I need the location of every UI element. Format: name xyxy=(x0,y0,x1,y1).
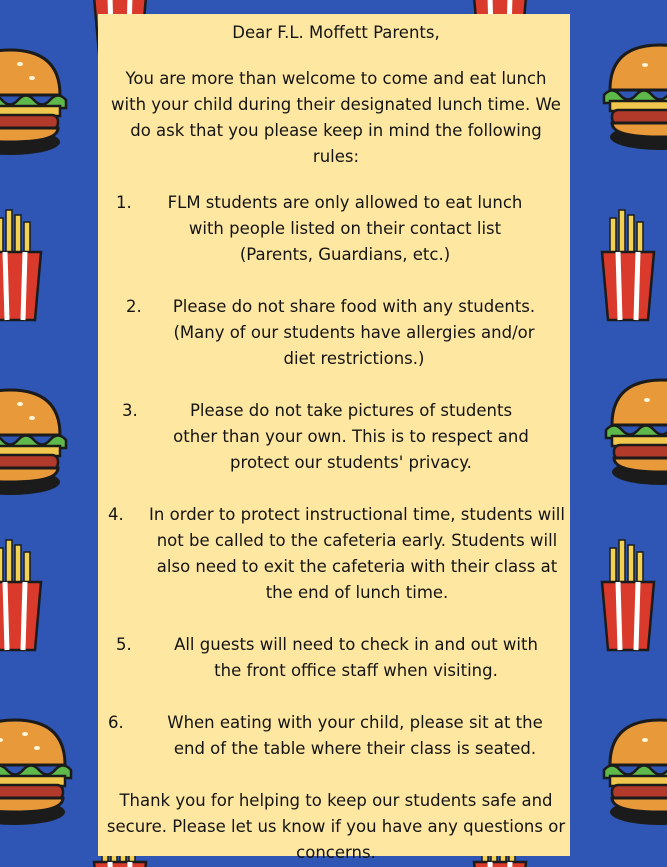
rule-item xyxy=(106,190,566,268)
rule-number: 1. xyxy=(116,193,132,212)
rule-item xyxy=(106,294,566,372)
rule-number: 2. xyxy=(126,297,142,316)
rule-item xyxy=(106,502,566,606)
rule-text: Please do not take pictures of students other than your own. This is to respect and protect our students' privacy. xyxy=(173,401,529,472)
rule-text: When eating with your child, please sit at the end of the table where their class is seated. xyxy=(167,713,543,758)
rule-text: FLM students are only allowed to eat lunch with people listed on their contact list (Parents, Guardians, etc.) xyxy=(167,193,523,264)
rule-text: In order to protect instructional time, students will not be called to the cafeteria early. Students will also need to exit the cafeteria with their class at the end of lunch time. xyxy=(149,505,565,602)
rule-number: 3. xyxy=(122,401,138,420)
greeting: Dear F.L. Moffett Parents, xyxy=(232,23,440,42)
rule-number: 6. xyxy=(108,713,124,732)
rule-item xyxy=(106,632,566,684)
letter-paper xyxy=(98,14,570,862)
rule-item xyxy=(106,398,566,476)
rule-number: 4. xyxy=(108,505,124,524)
closing-paragraph: Thank you for helping to keep our students safe and secure. Please let us know if you have any questions or concerns. xyxy=(106,791,566,862)
rule-item xyxy=(106,710,566,762)
intro-paragraph: You are more than welcome to come and eat lunch with your child during their designated lunch time. We do ask that you please keep in mind the following rules: xyxy=(111,69,561,166)
rule-text: Please do not share food with any students. (Many of our students have allergies and/or diet restrictions.) xyxy=(172,297,536,368)
rule-number: 5. xyxy=(116,635,132,654)
rule-text: All guests will need to check in and out with the front office staff when visiting. xyxy=(174,635,538,680)
